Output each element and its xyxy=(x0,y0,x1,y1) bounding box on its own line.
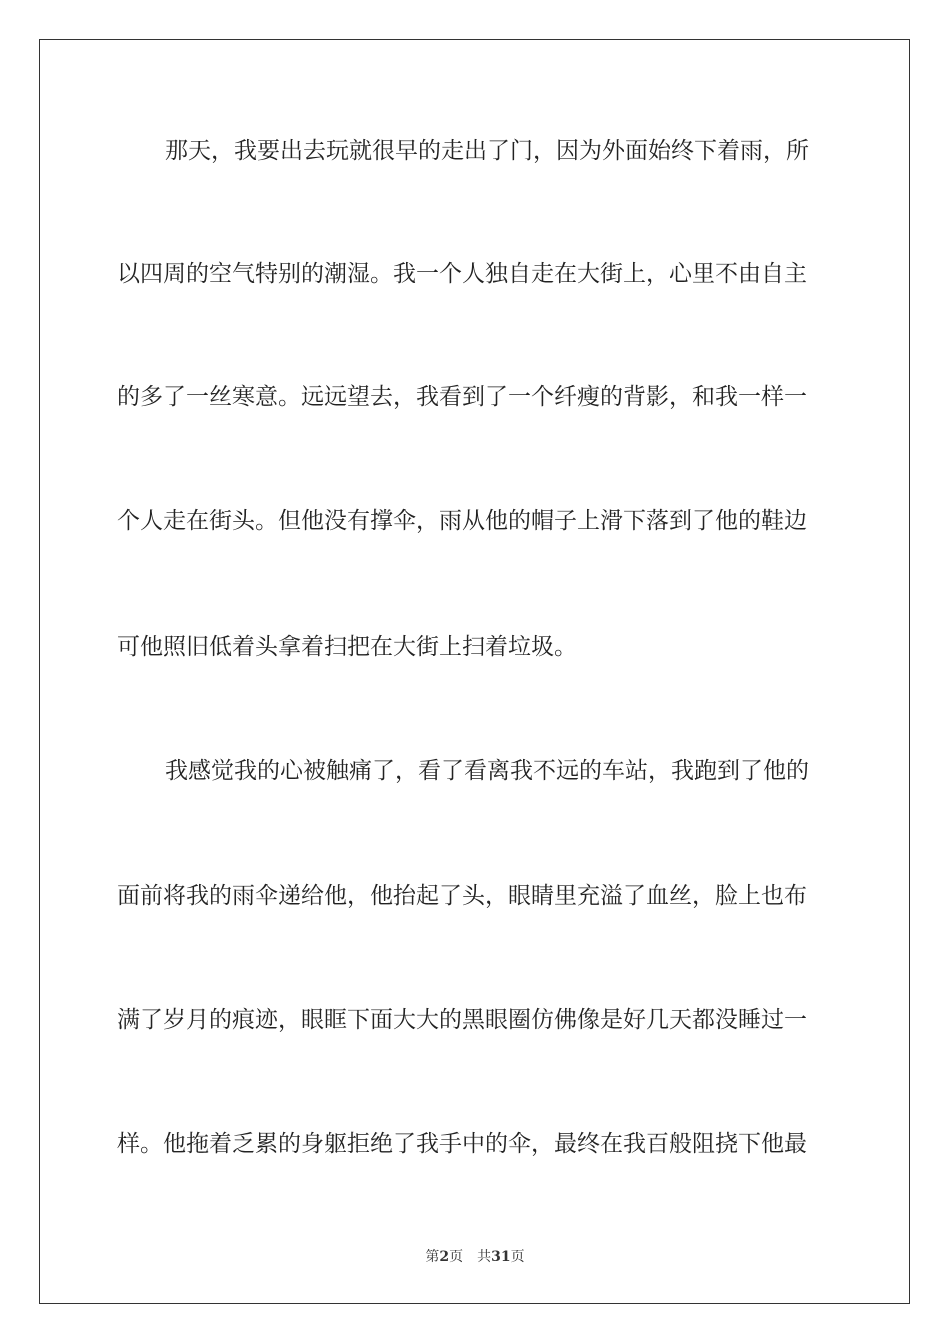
page-border xyxy=(39,39,910,1304)
footer-page-number: 2 xyxy=(439,1249,450,1265)
footer-total-pages: 31 xyxy=(491,1249,511,1265)
page-footer xyxy=(0,1247,950,1267)
paragraph-2-line-1: 我感觉我的心被触痛了，看了看离我不远的车站，我跑到了他的 xyxy=(165,758,809,784)
paragraph-2-line-3: 满了岁月的痕迹，眼眶下面大大的黑眼圈仿佛像是好几天都没睡过一 xyxy=(117,1007,807,1033)
paragraph-1-line-1: 那天，我要出去玩就很早的走出了门，因为外面始终下着雨，所 xyxy=(165,138,809,164)
footer-total-prefix: 共 xyxy=(477,1249,492,1265)
footer-page-prefix: 第 xyxy=(425,1249,440,1265)
footer-total-suffix: 页 xyxy=(510,1249,525,1265)
paragraph-1-line-5: 可他照旧低着头拿着扫把在大街上扫着垃圾。 xyxy=(117,634,577,660)
paragraph-2-line-4: 样。他拖着乏累的身躯拒绝了我手中的伞，最终在我百般阻挠下他最 xyxy=(117,1131,807,1157)
paragraph-1-line-2: 以四周的空气特别的潮湿。我一个人独自走在大街上，心里不由自主 xyxy=(117,261,807,287)
paragraph-2-line-2: 面前将我的雨伞递给他，他抬起了头，眼睛里充溢了血丝，脸上也布 xyxy=(117,883,807,909)
paragraph-1-line-4: 个人走在街头。但他没有撑伞，雨从他的帽子上滑下落到了他的鞋边 xyxy=(117,508,807,534)
footer-page-suffix: 页 xyxy=(449,1249,464,1265)
paragraph-1-line-3: 的多了一丝寒意。远远望去，我看到了一个纤瘦的背影，和我一样一 xyxy=(117,384,807,410)
